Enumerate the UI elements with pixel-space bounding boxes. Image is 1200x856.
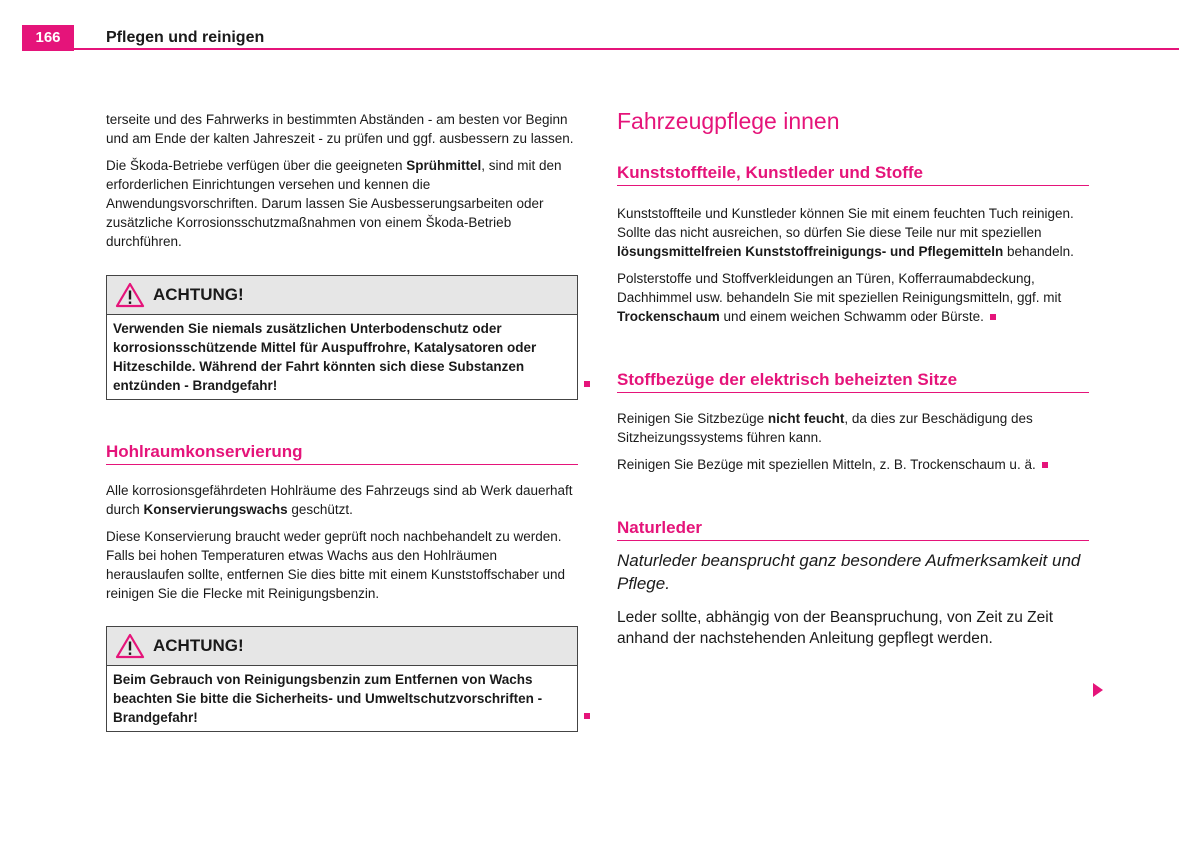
warning-text: Verwenden Sie niemals zusätzlichen Unterbodenschutz oder korrosionsschützende Mittel für Auspuffrohre, Katalysatoren oder Hitzeschilde. Während der Fahrt könnten sich diese Substanzen entzünden - Brandgefahr! bbox=[113, 321, 537, 393]
hohlraum-paragraph-2: Diese Konservierung braucht weder geprüft noch nachbehandelt zu werden. Falls bei hohen Temperaturen etwas Wachs aus den Hohlräumen herauslaufen sollte, entfernen Sie dies bitte mit einem Kunststoffschaber und reinigen Sie die Flecke mit Reinigungsbenzin. bbox=[106, 529, 566, 601]
heading-naturleder: Naturleder bbox=[617, 518, 1089, 541]
section-title: Pflegen und reinigen bbox=[106, 29, 265, 46]
continue-arrow-icon bbox=[1093, 683, 1103, 697]
warning-header bbox=[107, 627, 577, 666]
kunststoff-paragraph-1: Kunststoffteile und Kunstleder können Sie mit einem feuchten Tuch reinigen. Sollte das nicht ausreichen, so dürfen Sie diese Teile nur mit speziellen lösungsmittelfreien Kunststoffreinigungs- und Pflegemitteln behandeln. bbox=[617, 206, 1074, 259]
warning-box-underbody bbox=[106, 275, 578, 400]
intro-paragraph-2: Die Škoda-Betriebe verfügen über die geeigneten Sprühmittel, sind mit den erforderlichen Einrichtungen versehen und kennen die Anwendungsvorschriften. Darum lassen Sie Ausbesserungsarbeiten oder zusätzliche Korrosionsschutzmaßnahmen von einem Škoda-Betrieb durchführen. bbox=[106, 158, 562, 249]
hohlraum-paragraph-1: Alle korrosionsgefährdeten Hohlräume des Fahrzeugs sind ab Werk dauerhaft durch Konservierungswachs geschützt. bbox=[106, 483, 573, 517]
sitze-paragraph-2: Reinigen Sie Bezüge mit speziellen Mitteln, z. B. Trockenschaum u. ä. bbox=[617, 455, 1089, 474]
intro-paragraph-1: terseite und des Fahrwerks in bestimmten Abständen - am besten vor Beginn und am Ende der kalten Jahreszeit - zu prüfen und ggf. ausbessern zu lassen. bbox=[106, 112, 574, 146]
naturleder-paragraph-1: Leder sollte, abhängig von der Beanspruchung, von Zeit zu Zeit anhand der nachstehenden Anleitung gepflegt werden. bbox=[617, 609, 1053, 647]
page-number: 166 bbox=[22, 25, 74, 51]
right-column bbox=[617, 108, 1089, 649]
section-end-marker bbox=[584, 381, 590, 387]
section-end-marker bbox=[990, 314, 996, 320]
section-end-marker bbox=[584, 713, 590, 719]
warning-triangle-icon bbox=[115, 633, 145, 659]
heading-hohlraumkonservierung: Hohlraumkonservierung bbox=[106, 442, 578, 465]
warning-header bbox=[107, 276, 577, 315]
section-end-marker bbox=[1042, 462, 1048, 468]
warning-triangle-icon bbox=[115, 282, 145, 308]
naturleder-lead: Naturleder beansprucht ganz besondere Aufmerksamkeit und Pflege. bbox=[617, 551, 1081, 593]
warning-text: Beim Gebrauch von Reinigungsbenzin zum Entfernen von Wachs beachten Sie bitte die Sicherheits- und Umweltschutzvorschriften - Brandgefahr! bbox=[113, 672, 543, 725]
warning-title: ACHTUNG! bbox=[153, 636, 244, 655]
header-divider bbox=[22, 48, 1179, 50]
sitze-paragraph-1: Reinigen Sie Sitzbezüge nicht feucht, da dies zur Beschädigung des Sitzheizungssystems führen kann. bbox=[617, 411, 1033, 445]
left-column bbox=[106, 110, 578, 732]
warning-box-benzin bbox=[106, 626, 578, 732]
main-heading: Fahrzeugpflege innen bbox=[617, 108, 840, 134]
warning-title: ACHTUNG! bbox=[153, 285, 244, 304]
heading-beheizte-sitze: Stoffbezüge der elektrisch beheizten Sitze bbox=[617, 370, 1089, 393]
heading-kunststoffteile: Kunststoffteile, Kunstleder und Stoffe bbox=[617, 163, 1089, 186]
kunststoff-paragraph-2: Polsterstoffe und Stoffverkleidungen an Türen, Kofferraumabdeckung, Dachhimmel usw. behandeln Sie mit speziellen Reinigungsmitteln, ggf. mit Trockenschaum und einem weichen Schwamm oder Bürste. bbox=[617, 271, 1062, 324]
